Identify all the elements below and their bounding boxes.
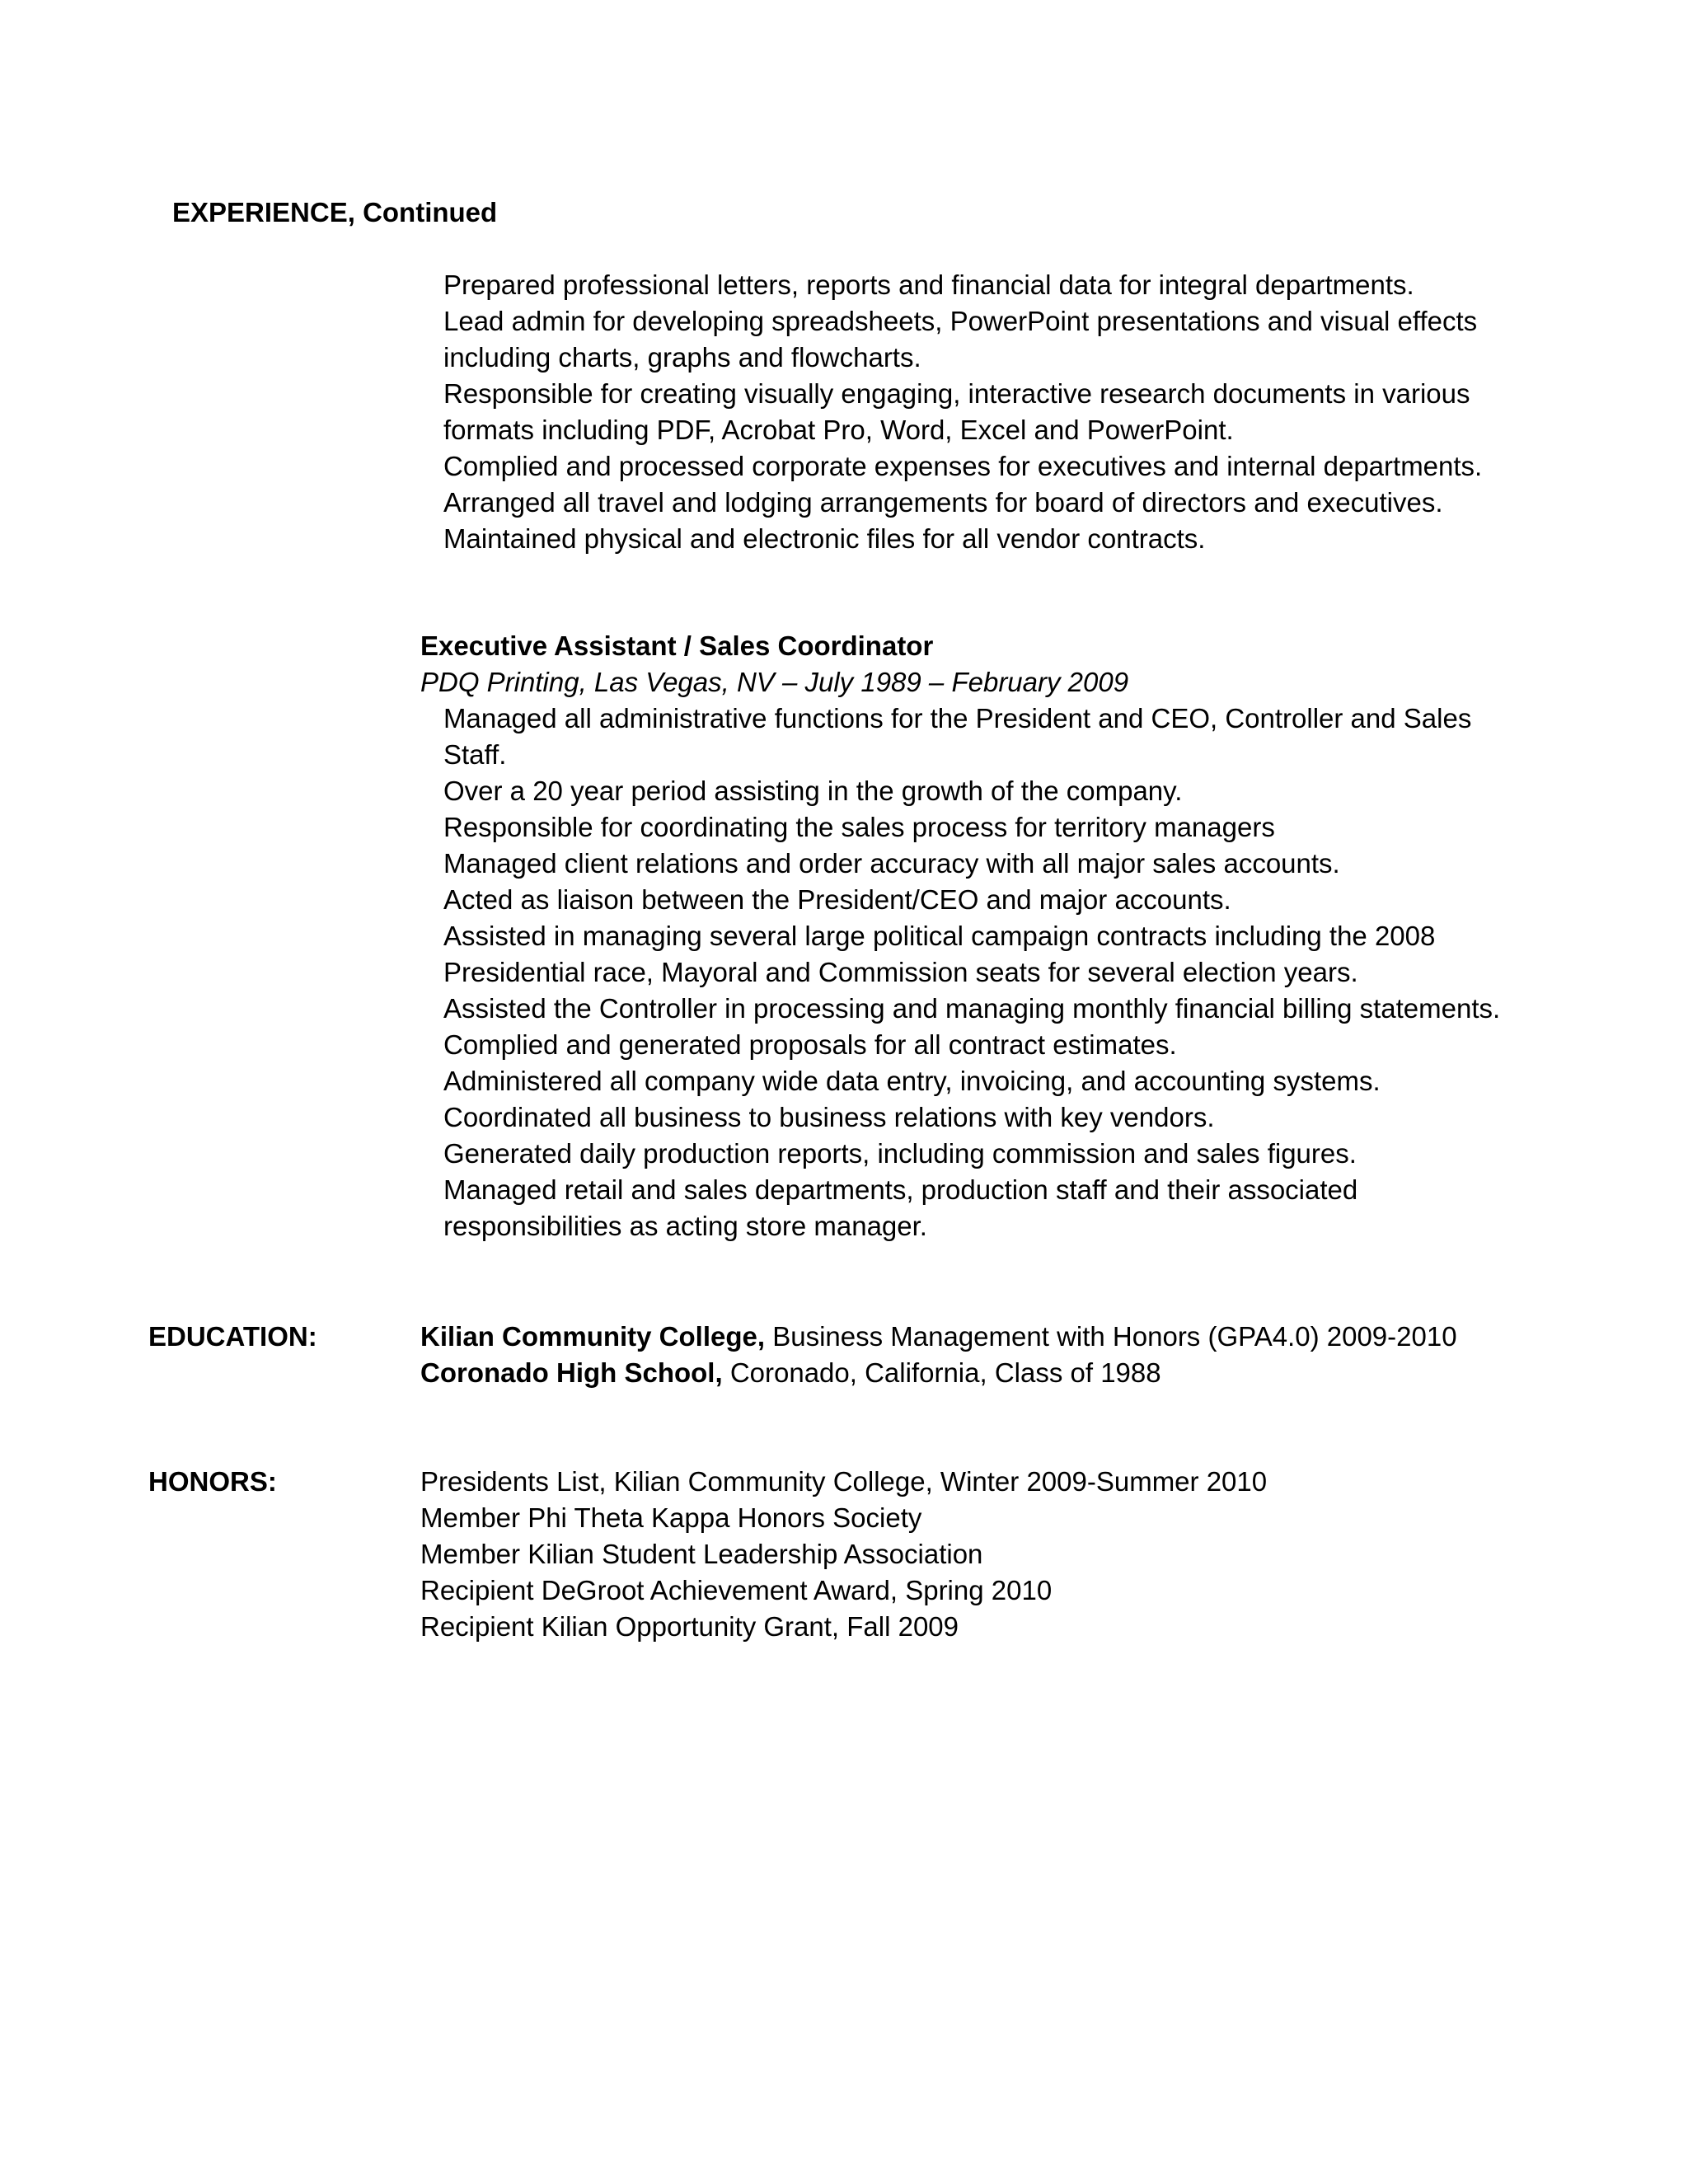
duty-line: Arranged all travel and lodging arrangements for board of directors and executives.	[443, 487, 1443, 518]
duty-line: Generated daily production reports, including commission and sales figures.	[443, 1138, 1357, 1169]
duty-line: Assisted the Controller in processing and managing monthly financial billing statements.	[443, 993, 1501, 1024]
duty-line: Lead admin for developing spreadsheets, PowerPoint presentations and visual effects	[443, 306, 1478, 336]
experience-heading: EXPERIENCE, Continued	[172, 197, 498, 227]
job-title: Executive Assistant / Sales Coordinator	[420, 630, 934, 661]
school-detail: Business Management with Honors (GPA4.0) 2009-2010	[765, 1321, 1457, 1352]
honor-item: Member Phi Theta Kappa Honors Society	[420, 1502, 922, 1533]
duty-line: including charts, graphs and flowcharts.	[443, 342, 921, 373]
previous-role-duties	[443, 267, 1597, 557]
honor-item: Member Kilian Student Leadership Association	[420, 1539, 983, 1569]
duty-line: Staff.	[443, 739, 507, 770]
duty-line: Managed client relations and order accuracy with all major sales accounts.	[443, 848, 1340, 879]
duty-line: Administered all company wide data entry, invoicing, and accounting systems.	[443, 1066, 1381, 1096]
duty-line: formats including PDF, Acrobat Pro, Word, Excel and PowerPoint.	[443, 415, 1234, 445]
duty-line: Managed retail and sales departments, production staff and their associated	[443, 1174, 1358, 1205]
honors-list	[420, 1464, 1607, 1645]
job-duties	[443, 701, 1599, 1244]
duty-line: Responsible for coordinating the sales process for territory managers	[443, 812, 1275, 842]
duty-line: Assisted in managing several large political campaign contracts including the 2008	[443, 921, 1436, 951]
education-entry	[420, 1319, 1607, 1355]
duty-line: Managed all administrative functions for the President and CEO, Controller and Sales	[443, 703, 1472, 733]
education-entries	[420, 1319, 1607, 1391]
duty-line: Prepared professional letters, reports and financial data for integral departments.	[443, 269, 1414, 300]
honor-item: Recipient DeGroot Achievement Award, Spring 2010	[420, 1575, 1053, 1605]
duty-line: Responsible for creating visually engaging, interactive research documents in various	[443, 378, 1470, 409]
job-company-dates: PDQ Printing, Las Vegas, NV – July 1989 – February 2009	[420, 667, 1129, 697]
duty-line: Complied and processed corporate expenses for executives and internal departments.	[443, 451, 1483, 481]
duty-line: Complied and generated proposals for all contract estimates.	[443, 1029, 1177, 1060]
duty-line: Acted as liaison between the President/CEO and major accounts.	[443, 884, 1231, 915]
school-name: Coronado High School,	[420, 1357, 723, 1388]
school-name: Kilian Community College,	[420, 1321, 766, 1352]
school-detail: Coronado, California, Class of 1988	[722, 1357, 1161, 1388]
honors-label: HONORS:	[148, 1466, 277, 1497]
job-entry	[420, 628, 1599, 1244]
duty-line: Coordinated all business to business relations with key vendors.	[443, 1102, 1215, 1132]
duty-line: Over a 20 year period assisting in the growth of the company.	[443, 776, 1183, 806]
duty-line: responsibilities as acting store manager.	[443, 1211, 927, 1241]
duty-line: Maintained physical and electronic files for all vendor contracts.	[443, 523, 1206, 554]
education-label: EDUCATION:	[148, 1321, 317, 1352]
honor-item: Presidents List, Kilian Community College, Winter 2009-Summer 2010	[420, 1466, 1268, 1497]
education-entry	[420, 1355, 1607, 1391]
duty-line: Presidential race, Mayoral and Commission seats for several election years.	[443, 957, 1358, 987]
honor-item: Recipient Kilian Opportunity Grant, Fall 2009	[420, 1611, 959, 1642]
